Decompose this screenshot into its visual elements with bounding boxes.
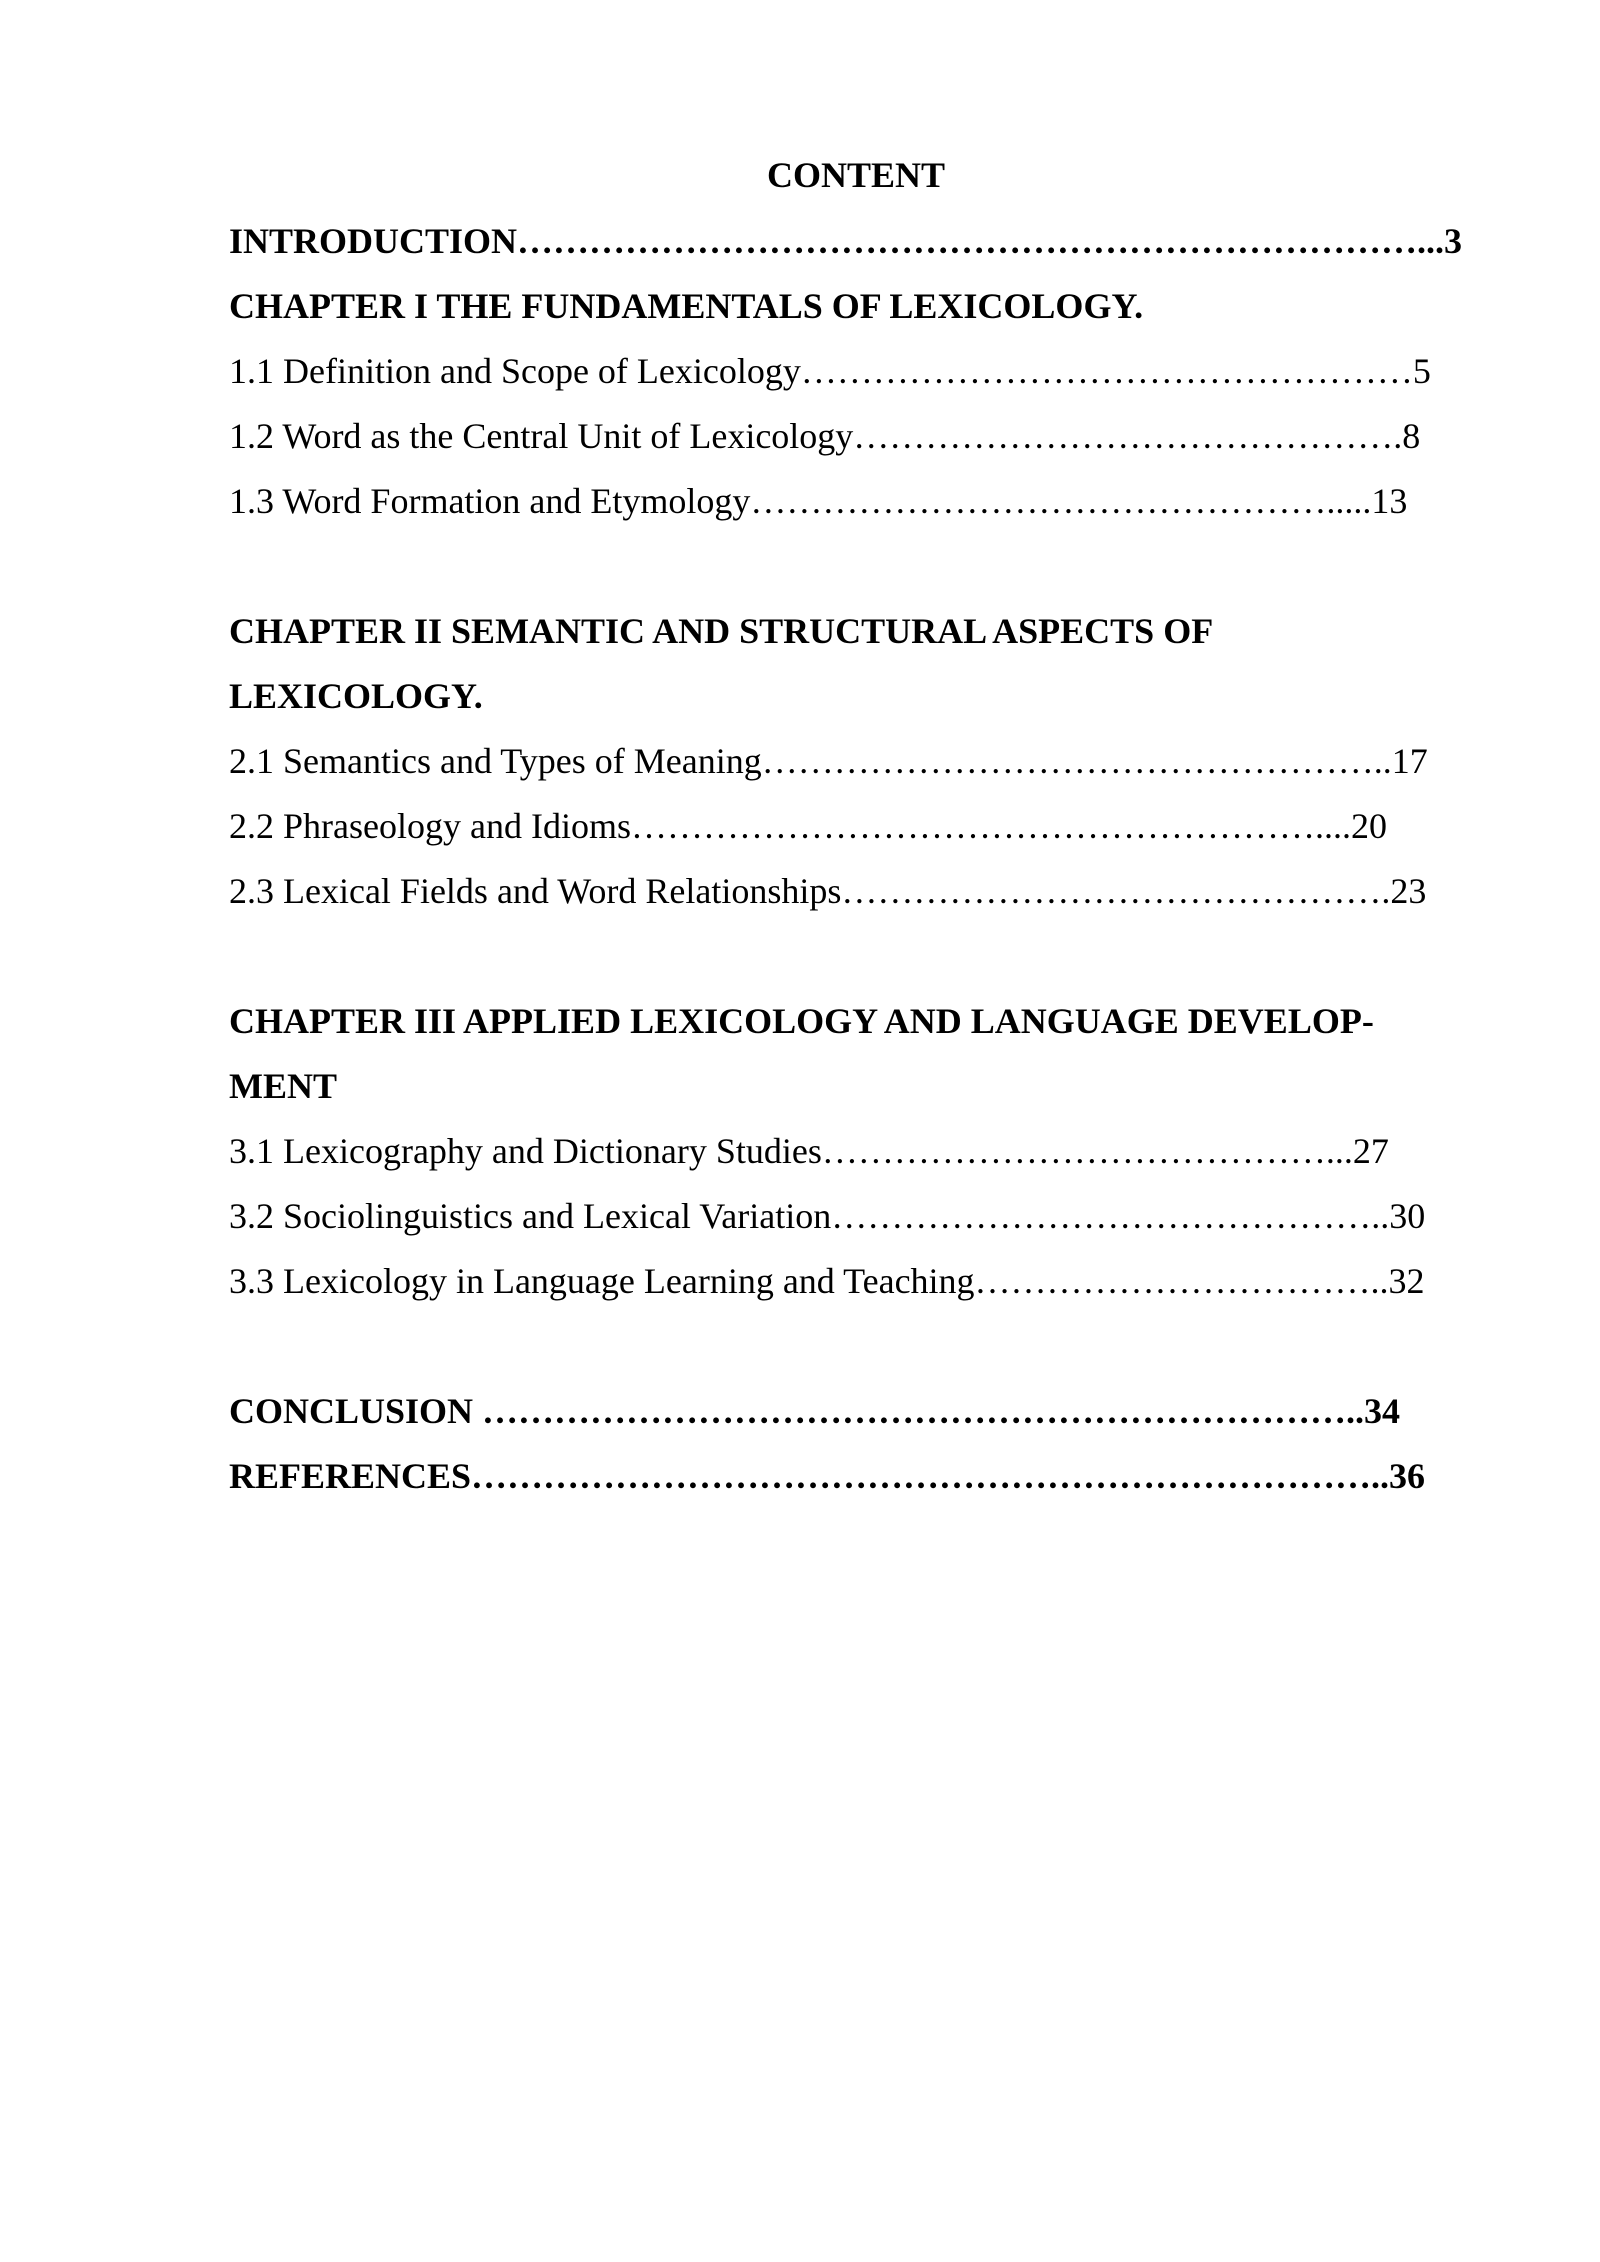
toc-entry-references: REFERENCES…………………………………………………………………..36 (229, 1456, 1426, 1496)
toc-chapter-2-heading-cont: LEXICOLOGY. (229, 676, 483, 716)
toc-entry-1-2: 1.2 Word as the Central Unit of Lexicology……………………………………….8 (229, 416, 1421, 456)
toc-chapter-1-heading: CHAPTER I THE FUNDAMENTALS OF LEXICOLOGY. (229, 286, 1144, 326)
toc-entry-1-3: 1.3 Word Formation and Etymology………………………………………….....13 (229, 481, 1408, 521)
toc-entry-1-1: 1.1 Definition and Scope of Lexicology……………………………………………5 (229, 351, 1431, 391)
toc-entry-introduction: INTRODUCTION…………………………………………………………………...3 (229, 221, 1463, 261)
toc-entry-2-2: 2.2 Phraseology and Idioms…………………………………………………....20 (229, 806, 1387, 846)
page-title: CONTENT (766, 155, 946, 195)
toc-entry-conclusion: CONCLUSION ………………………………………………………………..34 (229, 1391, 1401, 1431)
toc-chapter-3-heading-cont: MENT (229, 1066, 337, 1106)
toc-chapter-3-heading: CHAPTER III APPLIED LEXICOLOGY AND LANGUAGE DEVELOP- (229, 1001, 1374, 1041)
toc-entry-2-1: 2.1 Semantics and Types of Meaning……………………………………………..17 (229, 741, 1428, 781)
toc-entry-3-3: 3.3 Lexicology in Language Learning and Teaching……………………………..32 (229, 1261, 1425, 1301)
toc-chapter-2-heading: CHAPTER II SEMANTIC AND STRUCTURAL ASPECTS OF (229, 611, 1214, 651)
toc-entry-2-3: 2.3 Lexical Fields and Word Relationships……………………………………….23 (229, 871, 1427, 911)
toc-entry-3-1: 3.1 Lexicography and Dictionary Studies……………………………………...27 (229, 1131, 1389, 1171)
toc-entry-3-2: 3.2 Sociolinguistics and Lexical Variation………………………………………..30 (229, 1196, 1426, 1236)
